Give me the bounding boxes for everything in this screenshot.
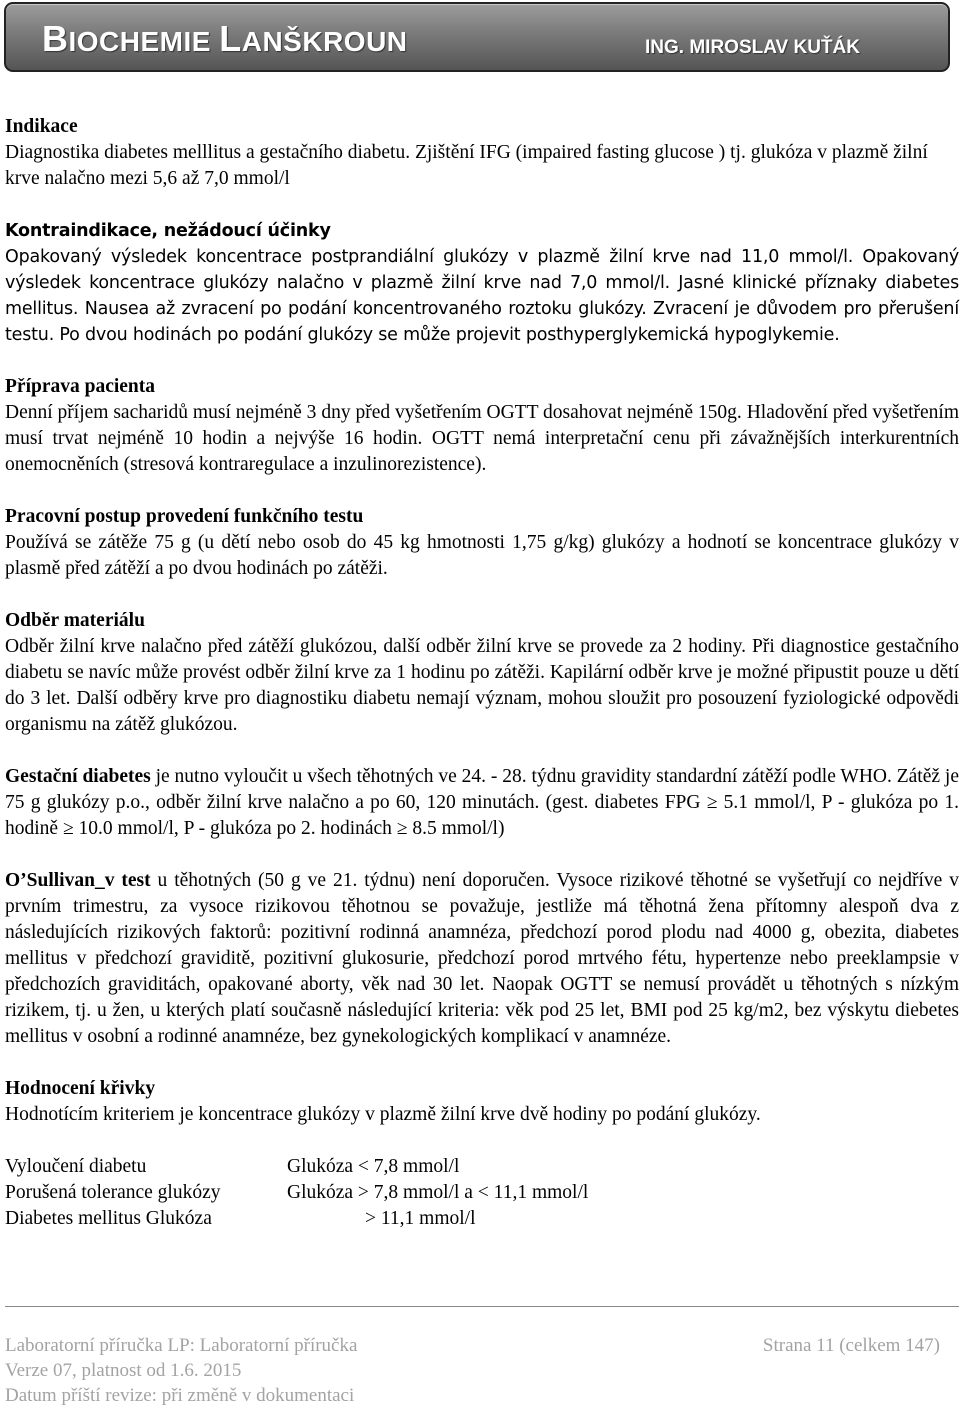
section-postup bbox=[5, 504, 959, 582]
section-text: Diagnostika diabetes melllitus a gestačního diabetu. Zjištění IFG (impaired fasting glucose ) tj. glukóza v plazmě žilní krve nalačno mezi 5,6 až 7,0 mmol/l bbox=[5, 142, 928, 189]
section-text: Odběr žilní krve nalačno před zátěží glukózou, další odběr žilní krve se provede za 2 hodiny. Při diagnostice gestačního diabetu se navíc může provést odběr žilní krve za 1 hodinu po zátěži. Kapilární odběr krve je možné připustit pouze u dětí do 3 let. Další odběry krve pro diagnostiku diabetu nemají význam, mohou sloužit pro posouzení fyziologické odpovědi organismu na zátěž glukózou. bbox=[5, 636, 959, 735]
section-heading: Pracovní postup provedení funkčního testu bbox=[5, 506, 364, 527]
document-header bbox=[4, 2, 950, 72]
footer-version: Verze 07, platnost od 1.6. 2015 bbox=[5, 1360, 242, 1381]
eval-label: Porušená tolerance glukózy bbox=[5, 1182, 221, 1203]
title-part-1: IOCHEMIE bbox=[68, 26, 220, 57]
section-heading: Příprava pacienta bbox=[5, 376, 156, 397]
title-initial-b: B bbox=[42, 18, 69, 59]
title-initial-l: L bbox=[219, 18, 242, 59]
inline-heading: Gestační diabetes bbox=[5, 766, 151, 787]
table-row bbox=[5, 1180, 959, 1206]
section-text: Hodnotícím kriteriem je koncentrace glukózy v plazmě žilní krve dvě hodiny po podání glukózy. bbox=[5, 1104, 761, 1125]
section-gestacni bbox=[5, 764, 959, 842]
eval-label: Vyloučení diabetu bbox=[5, 1156, 147, 1177]
section-text: u těhotných (50 g ve 21. týdnu) není doporučen. Vysoce rizikové těhotné se vyšetřují co nejdříve v prvním trimestru, za vysoce rizikovou těhotnou se považuje, jestliže má těhotná žena přítomny alespoň dva z následujících rizikových faktorů: pozitivní rodinná anamnéza, předchozí porod plodu nad 4000 g, obezita, diabetes mellitus v předchozí graviditě, pozitivní glukosurie, předchozí porod mrtvého fétu, hypertenze nebo preeklampsie v předchozích graviditách, opakované aborty, věk nad 30 let. Naopak OGTT se nemusí provádět u těhotných s nízkým rizikem, tj. u žen, u kterých platí současně následující kriteria: věk pod 25 let, BMI pod 25 kg/m2, bez výskytu diebetes mellitus v osobní a rodinné anamnéze, bez gynekologických komplikací v anamnéze. bbox=[5, 870, 959, 1047]
section-indikace bbox=[5, 114, 959, 192]
footer-divider bbox=[5, 1306, 959, 1307]
section-kontraindikace bbox=[5, 218, 959, 348]
eval-value: Glukóza > 7,8 mmol/l a < 11,1 mmol/l bbox=[287, 1182, 589, 1203]
section-paragraph bbox=[5, 868, 959, 1050]
header-title bbox=[42, 18, 408, 60]
inline-heading: O’Sullivan_v test bbox=[5, 870, 151, 891]
eval-value: Glukóza < 7,8 mmol/l bbox=[287, 1156, 460, 1177]
table-row bbox=[5, 1154, 959, 1180]
eval-value: > 11,1 mmol/l bbox=[365, 1208, 476, 1229]
section-heading: Indikace bbox=[5, 116, 78, 137]
section-heading: Odběr materiálu bbox=[5, 610, 145, 631]
eval-label: Diabetes mellitus Glukóza bbox=[5, 1208, 212, 1229]
section-osullivan bbox=[5, 868, 959, 1050]
section-heading: Hodnocení křivky bbox=[5, 1078, 156, 1099]
section-heading: Kontraindikace, nežádoucí účinky bbox=[5, 221, 331, 241]
header-author: ING. MIROSLAV KUŤÁK bbox=[645, 37, 860, 58]
section-paragraph bbox=[5, 764, 959, 842]
section-text: Opakovaný výsledek koncentrace postprandiální glukózy v plazmě žilní krve nad 11,0 mmol/l. Opakovaný výsledek koncentrace glukózy nalačno v plazmě žilní krve nad 7,0 mmol/l. Jasné klinické příznaky diabetes mellitus. Nausea až zvracení po podání koncentrovaného roztoku glukózy. Zvracení je důvodem pro přerušení testu. Po dvou hodinách po podání glukózy se může projevit posthyperglykemická hypoglykemie. bbox=[5, 247, 959, 345]
table-row bbox=[5, 1206, 959, 1232]
document-footer bbox=[5, 1333, 940, 1408]
document-body bbox=[5, 114, 959, 1258]
section-text: Používá se zátěže 75 g (u dětí nebo osob do 45 kg hmotnosti 1,75 g/kg) glukózy a hodnotí se koncentrace glukózy v plasmě před zátěží a po dvou hodinách po zátěži. bbox=[5, 532, 959, 579]
footer-row bbox=[5, 1333, 940, 1358]
footer-document-name: Laboratorní příručka LP: Laboratorní příručka bbox=[5, 1335, 358, 1356]
section-text: je nutno vyloučit u všech těhotných ve 24. - 28. týdnu gravidity standardní zátěží podle WHO. Zátěž je 75 g glukózy p.o., odběr žilní krve nalačno a po 60, 120 minutách. (gest. diabetes FPG ≥ 5.1 mmol/l, P - glukóza po 1. hodině ≥ 10.0 mmol/l, P - glukóza po 2. hodinách ≥ 8.5 mmol/l) bbox=[5, 766, 959, 839]
section-text: Denní příjem sacharidů musí nejméně 3 dny před vyšetřením OGTT dosahovat nejméně 150g. Hladovění před vyšetřením musí trvat nejméně 10 hodin a nejvýše 16 hodin. OGTT nemá interpretační cenu při závažnějších interkurentních onemocněních (stresová kontraregulace a inzulinorezistence). bbox=[5, 402, 959, 475]
footer-page-number: Strana 11 (celkem 147) bbox=[762, 1335, 940, 1356]
section-hodnoceni bbox=[5, 1076, 959, 1232]
evaluation-table bbox=[5, 1154, 959, 1232]
section-priprava bbox=[5, 374, 959, 478]
section-odber bbox=[5, 608, 959, 738]
title-part-2: ANŠKROUN bbox=[241, 26, 408, 57]
footer-revision: Datum příští revize: při změně v dokumentaci bbox=[5, 1385, 355, 1406]
